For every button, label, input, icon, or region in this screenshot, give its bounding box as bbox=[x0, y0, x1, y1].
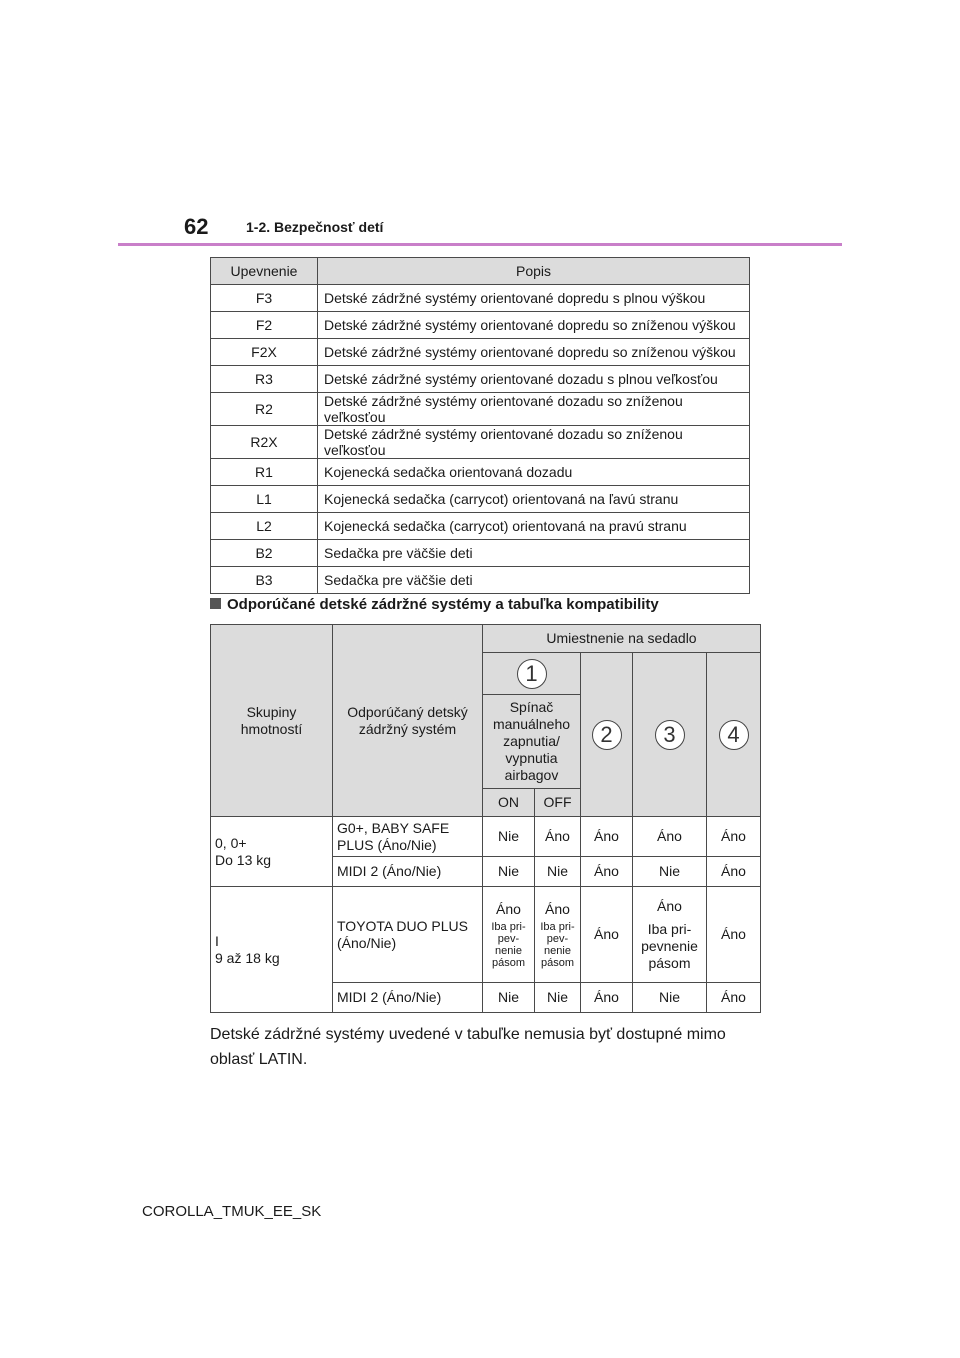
section-title: 1-2. Bezpečnosť detí bbox=[246, 219, 384, 235]
seat-4-header bbox=[707, 653, 761, 817]
weight-group-label: I bbox=[215, 932, 219, 949]
table-row bbox=[211, 366, 750, 393]
fixture-code: R3 bbox=[211, 366, 318, 393]
seat-number-2-icon: 2 bbox=[592, 720, 622, 750]
availability-note: Detské zádržné systémy uvedené v tabuľke nemusia byť dostupné mimo oblasť LATIN. bbox=[210, 1026, 726, 1068]
seat-1-header bbox=[483, 653, 581, 695]
fixture-table bbox=[210, 257, 750, 594]
seat-3-cell bbox=[633, 887, 707, 983]
page-number: 62 bbox=[184, 214, 209, 239]
airbag-off-cell bbox=[535, 887, 581, 983]
airbag-off-cell: Áno bbox=[535, 817, 581, 857]
compatibility-value: Áno bbox=[657, 897, 682, 914]
fixture-description: Detské zádržné systémy orientované dozadu so zníženou veľkosťou bbox=[318, 426, 750, 459]
weight-group-cell bbox=[211, 887, 333, 1013]
seat-4-cell: Áno bbox=[707, 857, 761, 887]
seat-3-cell: Áno bbox=[633, 817, 707, 857]
fixture-description: Detské zádržné systémy orientované dopredu so zníženou výškou bbox=[318, 312, 750, 339]
airbag-on-cell: Nie bbox=[483, 983, 535, 1013]
compatibility-value: Áno bbox=[545, 900, 570, 917]
fixture-code: B3 bbox=[211, 567, 318, 594]
airbag-on-cell: Nie bbox=[483, 817, 535, 857]
fixture-code: L1 bbox=[211, 486, 318, 513]
weight-group-label: 0, 0+ bbox=[215, 834, 247, 851]
airbag-off-cell: Nie bbox=[535, 857, 581, 887]
column-header-upevnenie: Upevnenie bbox=[211, 258, 318, 285]
table-row bbox=[211, 312, 750, 339]
fixture-code: F3 bbox=[211, 285, 318, 312]
fixture-description: Detské zádržné systémy orientované dopredu so zníženou výškou bbox=[318, 339, 750, 366]
table-row bbox=[211, 817, 761, 857]
seat-2-cell: Áno bbox=[581, 887, 633, 983]
fixture-code: F2X bbox=[211, 339, 318, 366]
square-bullet-icon bbox=[210, 598, 221, 609]
fixture-code: R2 bbox=[211, 393, 318, 426]
fixture-code: B2 bbox=[211, 540, 318, 567]
weight-groups-header: Skupiny hmotností bbox=[211, 625, 333, 817]
seat-3-header bbox=[633, 653, 707, 817]
fixture-description: Detské zádržné systémy orientované dozadu s plnou veľkosťou bbox=[318, 366, 750, 393]
seat-4-cell: Áno bbox=[707, 887, 761, 983]
table-header-row bbox=[211, 625, 761, 653]
airbag-off-header: OFF bbox=[535, 789, 581, 817]
fixture-description: Kojenecká sedačka (carrycot) orientovaná na pravú stranu bbox=[318, 513, 750, 540]
column-header-popis: Popis bbox=[318, 258, 750, 285]
fixture-description: Sedačka pre väčšie deti bbox=[318, 567, 750, 594]
belt-only-note: Iba pri-pevnenie pásom bbox=[641, 920, 698, 971]
fixture-description: Kojenecká sedačka orientovaná dozadu bbox=[318, 459, 750, 486]
airbag-on-cell: Nie bbox=[483, 857, 535, 887]
table-row bbox=[211, 887, 761, 983]
fixture-description: Kojenecká sedačka (carrycot) orientovaná na ľavú stranu bbox=[318, 486, 750, 513]
system-cell: TOYOTA DUO PLUS (Áno/Nie) bbox=[333, 887, 483, 983]
header-divider bbox=[118, 243, 842, 246]
compatibility-value: Áno bbox=[496, 900, 521, 917]
weight-group-range: Do 13 kg bbox=[215, 851, 272, 868]
system-cell: G0+, BABY SAFE PLUS (Áno/Nie) bbox=[333, 817, 483, 857]
table-row bbox=[211, 459, 750, 486]
airbag-on-header: ON bbox=[483, 789, 535, 817]
recommended-system-header: Odporúčaný detský zádržný systém bbox=[333, 625, 483, 817]
seat-number-3-icon: 3 bbox=[655, 720, 685, 750]
belt-only-note: Iba pri-pev-nenie pásom bbox=[540, 920, 575, 969]
seat-2-cell: Áno bbox=[581, 983, 633, 1013]
airbag-switch-header: Spínač manuálneho zapnutia/ vypnutia airbagov bbox=[483, 695, 581, 789]
table-row bbox=[211, 339, 750, 366]
fixture-code: R2X bbox=[211, 426, 318, 459]
table-row bbox=[211, 285, 750, 312]
table-row bbox=[211, 567, 750, 594]
fixture-code: R1 bbox=[211, 459, 318, 486]
airbag-on-cell bbox=[483, 887, 535, 983]
airbag-off-cell: Nie bbox=[535, 983, 581, 1013]
compatibility-table bbox=[210, 624, 761, 1013]
belt-only-note: Iba pri-pev-nenie pásom bbox=[491, 920, 526, 969]
system-cell: MIDI 2 (Áno/Nie) bbox=[333, 983, 483, 1013]
table-row bbox=[211, 426, 750, 459]
seat-4-cell: Áno bbox=[707, 983, 761, 1013]
fixture-code: L2 bbox=[211, 513, 318, 540]
seat-3-cell: Nie bbox=[633, 983, 707, 1013]
system-cell: MIDI 2 (Áno/Nie) bbox=[333, 857, 483, 887]
table-row bbox=[211, 486, 750, 513]
weight-group-range: 9 až 18 kg bbox=[215, 949, 280, 966]
table-row bbox=[211, 513, 750, 540]
seat-number-4-icon: 4 bbox=[719, 720, 749, 750]
document-code: COROLLA_TMUK_EE_SK bbox=[142, 1203, 322, 1220]
weight-group-cell bbox=[211, 817, 333, 887]
table-header-row bbox=[211, 258, 750, 285]
seat-position-header: Umiestnenie na sedadlo bbox=[483, 625, 761, 653]
seat-2-cell: Áno bbox=[581, 857, 633, 887]
fixture-description: Detské zádržné systémy orientované dopredu s plnou výškou bbox=[318, 285, 750, 312]
compatibility-heading bbox=[210, 596, 659, 613]
table-row bbox=[211, 540, 750, 567]
seat-4-cell: Áno bbox=[707, 817, 761, 857]
fixture-description: Detské zádržné systémy orientované dozadu so zníženou veľkosťou bbox=[318, 393, 750, 426]
fixture-code: F2 bbox=[211, 312, 318, 339]
seat-number-1-icon: 1 bbox=[517, 659, 547, 689]
seat-3-cell: Nie bbox=[633, 857, 707, 887]
compatibility-heading-text: Odporúčané detské zádržné systémy a tabuľka kompatibility bbox=[227, 596, 659, 613]
seat-2-cell: Áno bbox=[581, 817, 633, 857]
table-row bbox=[211, 393, 750, 426]
seat-2-header bbox=[581, 653, 633, 817]
fixture-description: Sedačka pre väčšie deti bbox=[318, 540, 750, 567]
